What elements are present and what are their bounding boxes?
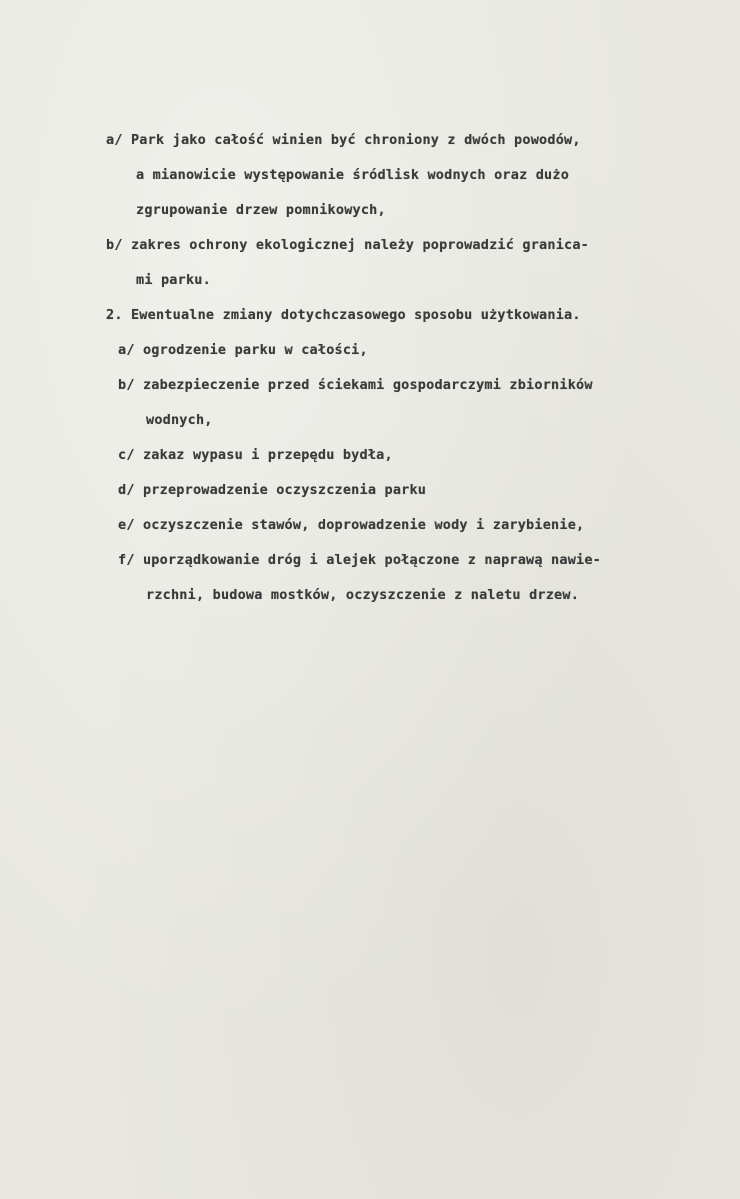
text-line: wodnych, (146, 412, 213, 428)
text-line: a/ ogrodzenie parku w całości, (118, 342, 368, 358)
text-line: d/ przeprowadzenie oczyszczenia parku (118, 482, 427, 498)
text-line: a/ Park jako całość winien być chroniony z dwóch powodów, (106, 132, 581, 148)
text-line: rzchni, budowa mostków, oczyszczenie z naletu drzew. (146, 587, 580, 603)
text-line: c/ zakaz wypasu i przepędu bydła, (118, 447, 393, 463)
text-line: 2. Ewentualne zmiany dotychczasowego sposobu użytkowania. (106, 307, 581, 323)
text-line: e/ oczyszczenie stawów, doprowadzenie wody i zarybienie, (118, 517, 585, 533)
text-line: b/ zabezpieczenie przed ściekami gospodarczymi zbiorników (118, 377, 593, 393)
text-line: f/ uporządkowanie dróg i alejek połączone z naprawą nawie- (118, 552, 602, 568)
text-line: b/ zakres ochrony ekologicznej należy poprowadzić granica- (106, 237, 590, 253)
text-line: zgrupowanie drzew pomnikowych, (136, 202, 386, 218)
text-line: a mianowicie występowanie śródlisk wodnych oraz dużo (136, 167, 570, 183)
text-line: mi parku. (136, 272, 211, 288)
